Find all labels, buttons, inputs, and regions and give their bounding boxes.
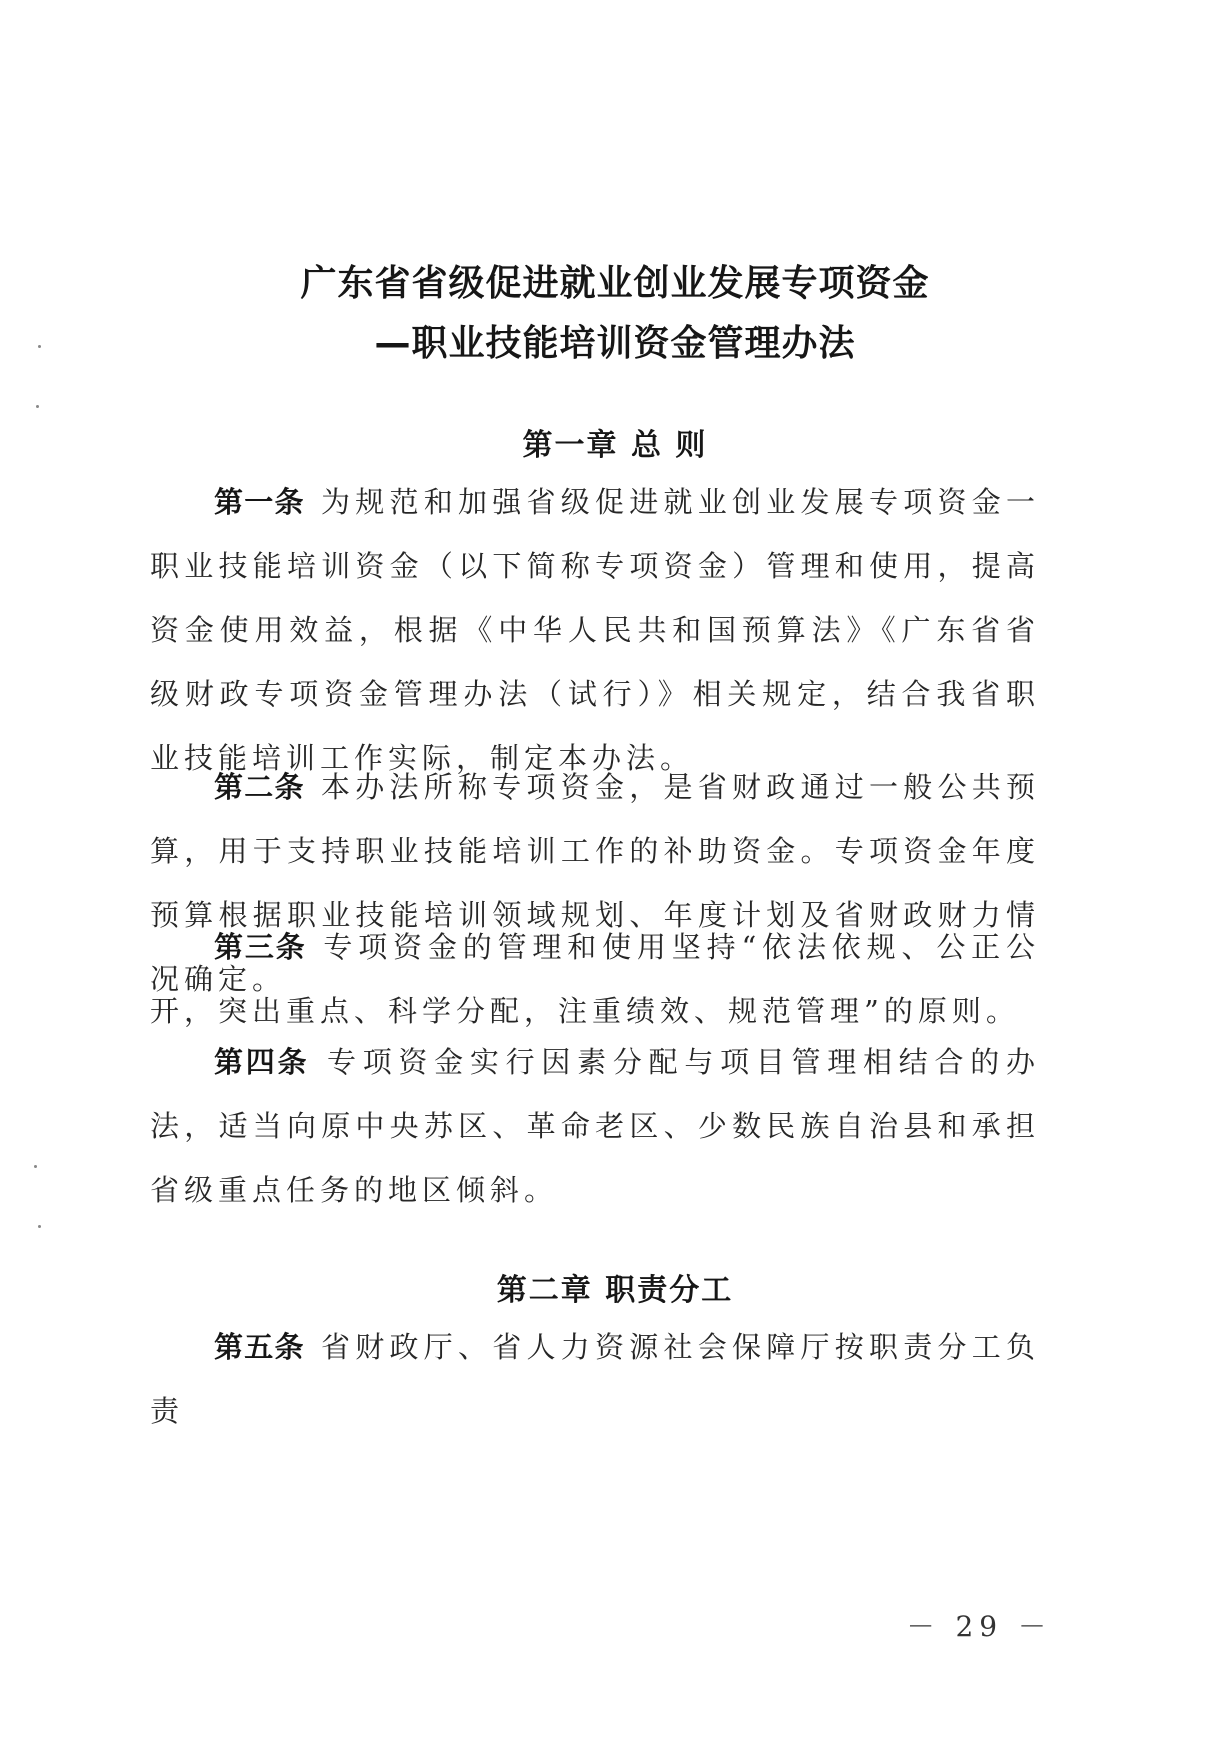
article-4-text: 专项资金实行因素分配与项目管理相结合的办法，适当向原中央苏区、革命老区、少数民族自治县和承担省级重点任务的地区倾斜。 (150, 1045, 1040, 1207)
article-4-label: 第四条 (214, 1045, 310, 1079)
article-5 (150, 1315, 1040, 1443)
article-3 (150, 915, 1040, 1043)
article-5-text: 省财政厅、省人力资源社会保障厅按职责分工负责 (150, 1330, 1040, 1428)
scan-speck (38, 1225, 41, 1228)
article-3-label: 第三条 (214, 930, 307, 964)
article-5-label: 第五条 (214, 1330, 305, 1364)
article-1-text: 为规范和加强省级促进就业创业发展专项资金一职业技能培训资金（以下简称专项资金）管理和使用，提高资金使用效益，根据《中华人民共和国预算法》《广东省省级财政专项资金管理办法（试行）》相关规定，结合我省职业技能培训工作实际，制定本办法。 (150, 485, 1040, 775)
document-title-line-2: —职业技能培训资金管理办法 (374, 323, 856, 364)
article-1-label: 第一条 (214, 485, 305, 519)
article-2-text: 本办法所称专项资金，是省财政通过一般公共预算，用于支持职业技能培训工作的补助资金。专项资金年度预算根据职业技能培训领域规划、年度计划及省财政财力情况确定。 (150, 770, 1040, 996)
article-1 (150, 470, 1040, 790)
article-4 (150, 1030, 1040, 1222)
page-number: － 29 － (906, 1610, 1052, 1643)
article-2-label: 第二条 (214, 770, 305, 804)
chapter-2-heading: 第二章 职责分工 (496, 1273, 734, 1308)
scan-speck (36, 405, 39, 408)
scan-speck (34, 1165, 37, 1168)
document-title-line-1: 广东省省级促进就业创业发展专项资金 (300, 263, 930, 304)
article-3-text: 专项资金的管理和使用坚持“依法依规、公正公开，突出重点、科学分配，注重绩效、规范管理”的原则。 (150, 930, 1040, 1028)
chapter-1-heading: 第一章 总 则 (522, 428, 708, 463)
scan-speck (38, 345, 41, 348)
